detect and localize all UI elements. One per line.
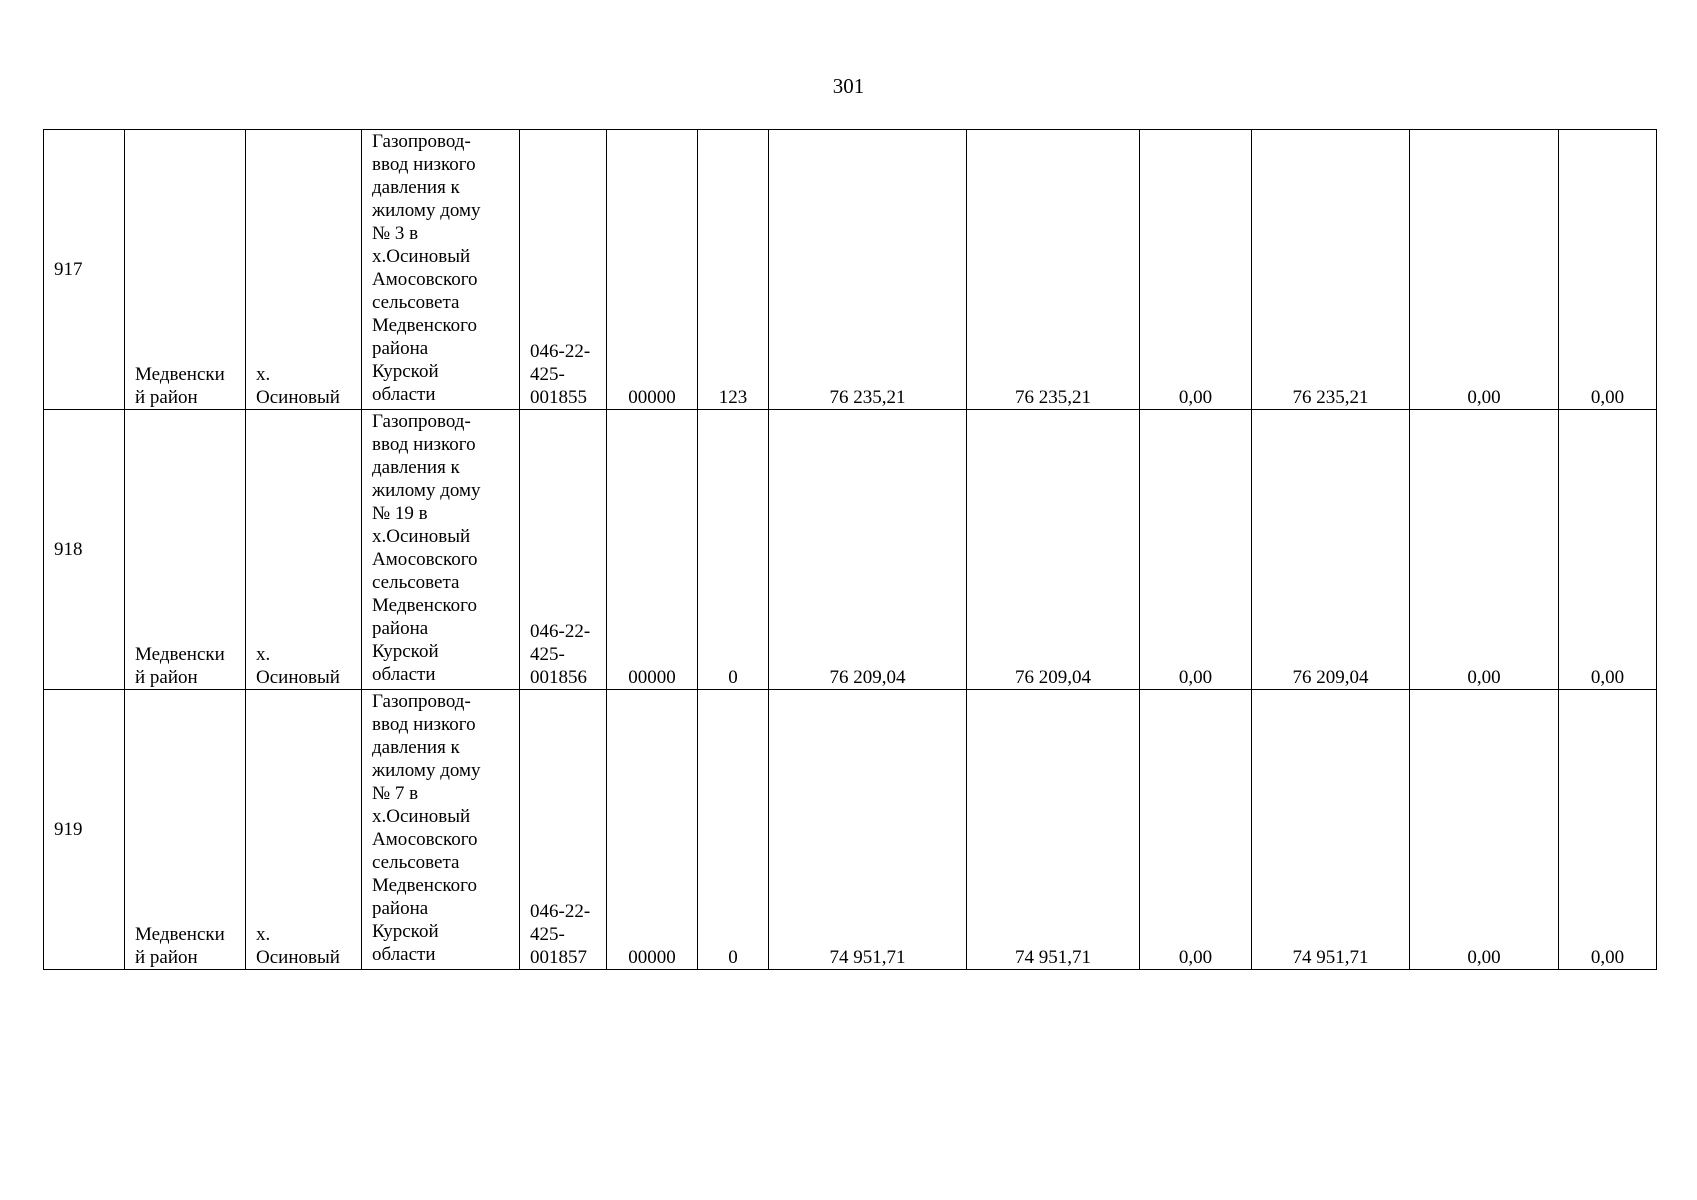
amount-6: 0,00: [1590, 667, 1625, 688]
row-number-cell: [44, 690, 125, 970]
amount-6-cell: [1559, 410, 1657, 690]
amount-5-cell: [1410, 410, 1559, 690]
district-cell: [125, 690, 246, 970]
object-name: Газопровод- ввод низкого давления к жилому дому № 3 в х.Осиновый Амосовского сельсовета Медвенского района Курской области: [372, 131, 481, 405]
value-cell: [698, 690, 769, 970]
registration-number-cell: [520, 690, 607, 970]
amount-5: 0,00: [1467, 667, 1501, 688]
district: Медвенски й район: [135, 644, 225, 688]
registry-table: [43, 129, 1657, 970]
row-number: 917: [54, 259, 83, 280]
locality: х. Осиновый: [256, 644, 340, 688]
amount-3: 0,00: [1178, 667, 1213, 688]
amount-1: 76 209,04: [829, 667, 906, 688]
district: Медвенски й район: [135, 924, 225, 968]
row-number: 918: [54, 539, 83, 560]
value: 123: [718, 387, 748, 408]
amount-1-cell: [769, 410, 967, 690]
row-number-cell: [44, 410, 125, 690]
district-cell: [125, 130, 246, 410]
table-row: [44, 410, 1657, 690]
amount-5: 0,00: [1467, 947, 1501, 968]
amount-2-cell: [967, 690, 1140, 970]
registration-number-cell: [520, 410, 607, 690]
locality: х. Осиновый: [256, 364, 340, 408]
locality: х. Осиновый: [256, 924, 340, 968]
amount-2: 74 951,71: [1015, 947, 1091, 968]
amount-1: 74 951,71: [829, 947, 906, 968]
amount-4-cell: [1252, 130, 1410, 410]
code-cell: [607, 690, 698, 970]
object-name: Газопровод- ввод низкого давления к жилому дому № 19 в х.Осиновый Амосовского сельсовета Медвенского района Курской области: [372, 411, 481, 685]
amount-6-cell: [1559, 130, 1657, 410]
registration-number: 046-22- 425- 001855: [530, 341, 591, 408]
locality-cell: [246, 410, 362, 690]
code: 00000: [628, 667, 676, 688]
amount-5: 0,00: [1467, 387, 1501, 408]
object-name-cell: [362, 130, 520, 410]
amount-1: 76 235,21: [829, 387, 906, 408]
amount-6: 0,00: [1590, 387, 1625, 408]
registration-number: 046-22- 425- 001857: [530, 901, 591, 968]
amount-3-cell: [1140, 410, 1252, 690]
amount-5-cell: [1410, 690, 1559, 970]
value-cell: [698, 130, 769, 410]
code-cell: [607, 130, 698, 410]
page-number: 301: [832, 74, 865, 98]
amount-1-cell: [769, 690, 967, 970]
row-number: 919: [54, 819, 83, 840]
code: 00000: [628, 387, 676, 408]
amount-5-cell: [1410, 130, 1559, 410]
amount-4-cell: [1252, 410, 1410, 690]
amount-2: 76 235,21: [1015, 387, 1091, 408]
object-name-cell: [362, 690, 520, 970]
table-row: [44, 690, 1657, 970]
row-number-cell: [44, 130, 125, 410]
amount-1-cell: [769, 130, 967, 410]
code: 00000: [628, 947, 676, 968]
object-name: Газопровод- ввод низкого давления к жилому дому № 7 в х.Осиновый Амосовского сельсовета Медвенского района Курской области: [372, 691, 481, 965]
amount-3: 0,00: [1178, 947, 1213, 968]
locality-cell: [246, 690, 362, 970]
amount-2-cell: [967, 130, 1140, 410]
amount-2: 76 209,04: [1015, 667, 1091, 688]
amount-4: 74 951,71: [1292, 947, 1369, 968]
registration-number-cell: [520, 130, 607, 410]
value: 0: [728, 947, 738, 968]
district: Медвенски й район: [135, 364, 225, 408]
amount-4-cell: [1252, 690, 1410, 970]
amount-4: 76 209,04: [1292, 667, 1369, 688]
district-cell: [125, 410, 246, 690]
locality-cell: [246, 130, 362, 410]
amount-3: 0,00: [1178, 387, 1213, 408]
registration-number: 046-22- 425- 001856: [530, 621, 591, 688]
amount-6-cell: [1559, 690, 1657, 970]
amount-6: 0,00: [1590, 947, 1625, 968]
table-row: [44, 130, 1657, 410]
amount-3-cell: [1140, 130, 1252, 410]
value: 0: [728, 667, 738, 688]
code-cell: [607, 410, 698, 690]
amount-3-cell: [1140, 690, 1252, 970]
amount-2-cell: [967, 410, 1140, 690]
value-cell: [698, 410, 769, 690]
amount-4: 76 235,21: [1292, 387, 1369, 408]
object-name-cell: [362, 410, 520, 690]
